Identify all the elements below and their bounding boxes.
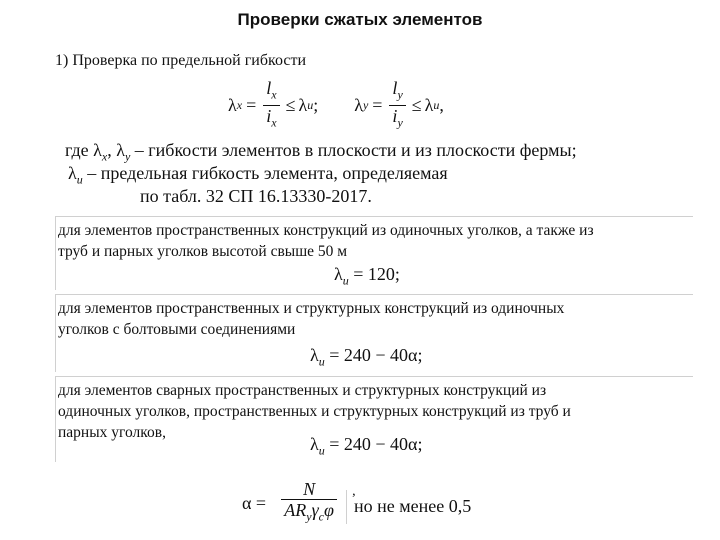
symbol-phi: φ	[323, 500, 334, 521]
eq-sign: =	[246, 94, 257, 115]
lambda-symbol: λ	[68, 163, 77, 183]
l-symbol: l	[392, 77, 398, 98]
fraction-ly-iy	[389, 78, 405, 132]
case3-text-3: парных уголков,	[58, 424, 166, 441]
sub-c: c	[318, 509, 324, 524]
where-line-1	[65, 140, 577, 165]
alpha-fraction	[273, 479, 345, 527]
where-text-1: – гибкости элементов в плоскости и из плоскости фермы;	[134, 140, 577, 160]
section-heading: 1) Проверка по предельной гибкости	[55, 52, 307, 69]
lambda-symbol: λ	[310, 345, 319, 365]
slenderness-formula	[228, 77, 444, 130]
lambda-symbol: λ	[298, 94, 308, 115]
case2-value: = 240 − 40α;	[329, 345, 423, 365]
alpha-comma: ,	[352, 484, 356, 499]
sub-u: u	[318, 443, 325, 458]
lambda-symbol: λ	[228, 94, 237, 115]
comma: ,	[107, 140, 112, 160]
divider	[55, 294, 693, 295]
case1-value: = 120;	[353, 264, 400, 284]
l-symbol: l	[266, 77, 272, 98]
sub-u: u	[76, 172, 83, 187]
where-line-3: по табл. 32 СП 16.13330-2017.	[140, 186, 372, 206]
case1-formula	[334, 264, 400, 289]
lambda-symbol: λ	[310, 434, 319, 454]
symbol-R: R	[295, 500, 307, 521]
fraction-lx-ix	[263, 78, 279, 132]
alpha-formula	[242, 478, 356, 528]
divider	[55, 216, 693, 217]
case1-text-1: для элементов пространственных конструкций из одиночных уголков, а также из	[58, 222, 594, 239]
sub-u: u	[318, 354, 325, 369]
sub-y: y	[306, 509, 312, 524]
case3-value: = 240 − 40α;	[329, 434, 423, 454]
le-sign: ≤	[411, 94, 422, 115]
case2-text-1: для элементов пространственных и структурных конструкций из одиночных	[58, 300, 565, 317]
le-sign: ≤	[285, 94, 296, 115]
i-symbol: i	[266, 105, 272, 126]
sub-y: y	[124, 149, 131, 164]
case1-text-2: труб и парных уголков высотой свыше 50 м	[58, 243, 348, 260]
end-comma: ,	[439, 94, 444, 115]
where-line-2	[68, 163, 448, 188]
case3-text-1: для элементов сварных пространственных и структурных конструкций из	[58, 382, 547, 399]
where-text-2: – предельная гибкость элемента, определяемая	[87, 163, 448, 183]
sub-x: x	[236, 97, 243, 112]
eq-sign: =	[372, 94, 383, 115]
alpha-note: но не менее 0,5	[354, 496, 472, 516]
alpha-numerator: N	[303, 479, 316, 500]
i-symbol: i	[392, 105, 398, 126]
alpha-lhs: α =	[242, 492, 267, 513]
lambda-symbol: λ	[93, 140, 102, 160]
divider-left	[55, 294, 56, 372]
divider-left	[55, 216, 56, 290]
sub-u: u	[307, 97, 314, 112]
sub-x: x	[271, 115, 277, 130]
case3-formula	[310, 434, 422, 459]
divider-left	[55, 376, 56, 462]
case2-text-2: уголков с болтовыми соединениями	[58, 321, 296, 338]
where-prefix: где	[65, 140, 89, 160]
divider-left	[346, 490, 347, 524]
symbol-A: A	[284, 500, 296, 521]
sub-u: u	[433, 97, 440, 112]
lambda-symbol: λ	[116, 140, 125, 160]
lambda-symbol: λ	[354, 94, 363, 115]
case2-formula	[310, 345, 422, 370]
sub-y: y	[397, 115, 403, 130]
case3-text-2: одиночных уголков, пространственных и структурных конструкций из труб и	[58, 403, 571, 420]
divider	[55, 376, 693, 377]
lambda-symbol: λ	[334, 264, 343, 284]
sub-y: y	[362, 97, 369, 112]
alpha-denominator	[281, 499, 337, 527]
sub-u: u	[342, 273, 349, 288]
sub-y: y	[397, 87, 403, 102]
symbol-gamma: γ	[311, 500, 319, 521]
separator: ;	[313, 94, 319, 115]
sub-x: x	[101, 149, 108, 164]
sub-x: x	[271, 87, 277, 102]
lambda-symbol: λ	[424, 94, 434, 115]
page-title: Проверки сжатых элементов	[237, 10, 483, 29]
